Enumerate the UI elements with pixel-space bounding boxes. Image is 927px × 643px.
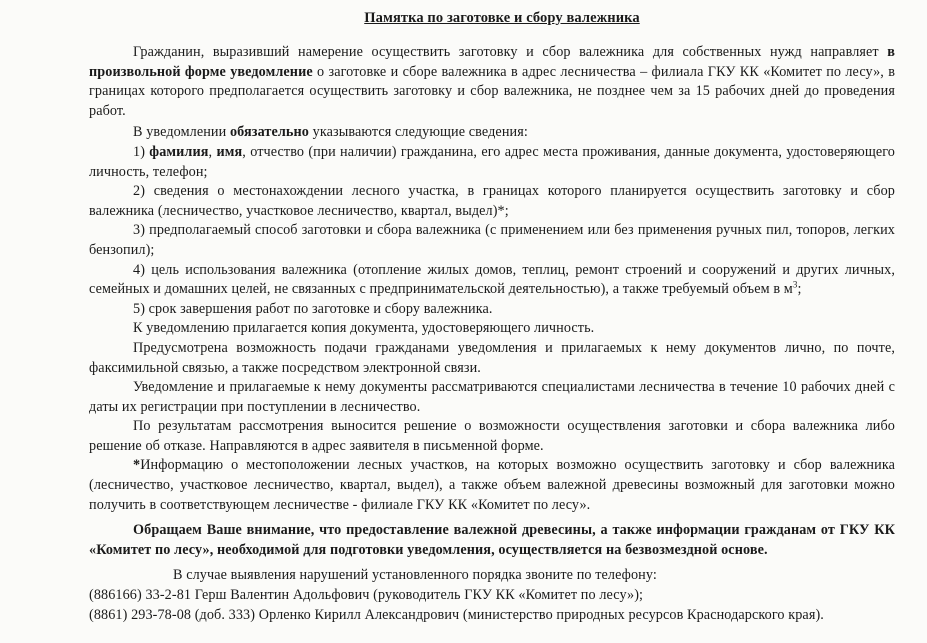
list-item-2: 2) сведения о местонахождении лесного участка, в границах которого планируется осуществить заготовку и сбор валежника (лесничество, участковое лесничество, квартал, выдел)*; xyxy=(89,183,895,219)
item1-text-2: , xyxy=(208,143,217,160)
intro-text-1: Гражданин, выразивший намерение осуществить заготовку и сбор валежника для собственных нужд направляет xyxy=(133,44,888,60)
contact-line-2: (8861) 293-78-08 (доб. 333) Орленко Кирилл Александрович (министерство природных ресурсов Краснодарского края). xyxy=(89,606,824,623)
item1-text-1: 1) xyxy=(133,143,150,160)
required-text-1: В уведомлении xyxy=(133,124,230,141)
document-title: Памятка по заготовке и сбору валежника xyxy=(364,10,640,26)
contacts-intro: В случае выявления нарушений установленного порядка звоните по телефону: xyxy=(173,567,657,584)
list-item-1 xyxy=(89,143,895,182)
submit-paragraph: Предусмотрена возможность подачи гражданами уведомления и прилагаемых к нему документов лично, по почте, факсимильной связью, а также посредством электронной связи. xyxy=(89,339,895,376)
item1-text-3: , отчество (при наличии) гражданина, его адрес места проживания, данные документа, удостоверяющего личность, телефон; xyxy=(89,143,896,180)
list-item-4 xyxy=(89,261,895,300)
contact-line-1: (886166) 33-2-81 Герш Валентин Адольфович (руководитель ГКУ КК «Комитет по лесу»); xyxy=(89,587,644,604)
review-paragraph: Уведомление и прилагаемые к нему документы рассматриваются специалистами лесничества в течение 10 рабочих дней с даты их регистрации при поступлении в лесничество. xyxy=(89,379,895,415)
list-item-5: 5) срок завершения работ по заготовке и сбору валежника. xyxy=(133,300,493,317)
intro-paragraph xyxy=(89,43,895,121)
footnote-paragraph xyxy=(89,456,895,515)
copy-paragraph: К уведомлению прилагается копия документа, удостоверяющего личность. xyxy=(133,320,595,337)
item1-bold-surname: фамилия xyxy=(149,143,209,160)
intro-bold: в произвольной форме уведомление xyxy=(89,44,895,80)
required-info-paragraph xyxy=(89,123,895,143)
item4-superscript: 3 xyxy=(792,279,798,290)
list-item-3: 3) предполагаемый способ заготовки и сбора валежника (с применением или без применения ручных пил, топоров, легких бензопил); xyxy=(89,222,895,258)
result-paragraph: По результатам рассмотрения выносится решение о возможности осуществления заготовки и сбора валежника либо решение об отказе. Направляются в адрес заявителя в письменной форме. xyxy=(89,418,895,454)
footnote-text: Информацию о местоположении лесных участков, на которых возможно осуществить заготовку и сбор валежника (лесничество, участковое лесничество, квартал, выдел), а также объем валежной древесины возможный для заготовки можно получить в соответствующем лесничестве - филиале ГКУ КК «Комитет по лесу». xyxy=(89,457,895,513)
footnote-asterisk: * xyxy=(133,457,141,474)
contacts-block xyxy=(89,566,895,625)
required-text-2: указываются следующие сведения: xyxy=(309,124,528,141)
item4-text-2: ; xyxy=(797,281,802,298)
required-bold: обязательно xyxy=(229,124,309,141)
attention-paragraph: Обращаем Ваше внимание, что предоставление валежной древесины, а также информации гражданам от ГКУ КК «Комитет по лесу», необходимой для подготовки уведомления, осуществляется на безвозмездной основе. xyxy=(89,522,895,558)
intro-text-2: о заготовке и сборе валежника в адрес лесничества – филиала ГКУ КК «Комитет по лесу», в границах которого предполагается осуществить заготовку и сбор валежника, не позднее чем за 15 рабочих дней до проведения работ. xyxy=(89,63,895,119)
item4-text-1: 4) цель использования валежника (отопление жилых домов, теплиц, ремонт строений и сооружений и других личных, семейных и домашних целей, не связанных с предпринимательской деятельностью), а также требуемый объем в м xyxy=(89,261,895,298)
item1-bold-name: имя xyxy=(216,143,243,160)
